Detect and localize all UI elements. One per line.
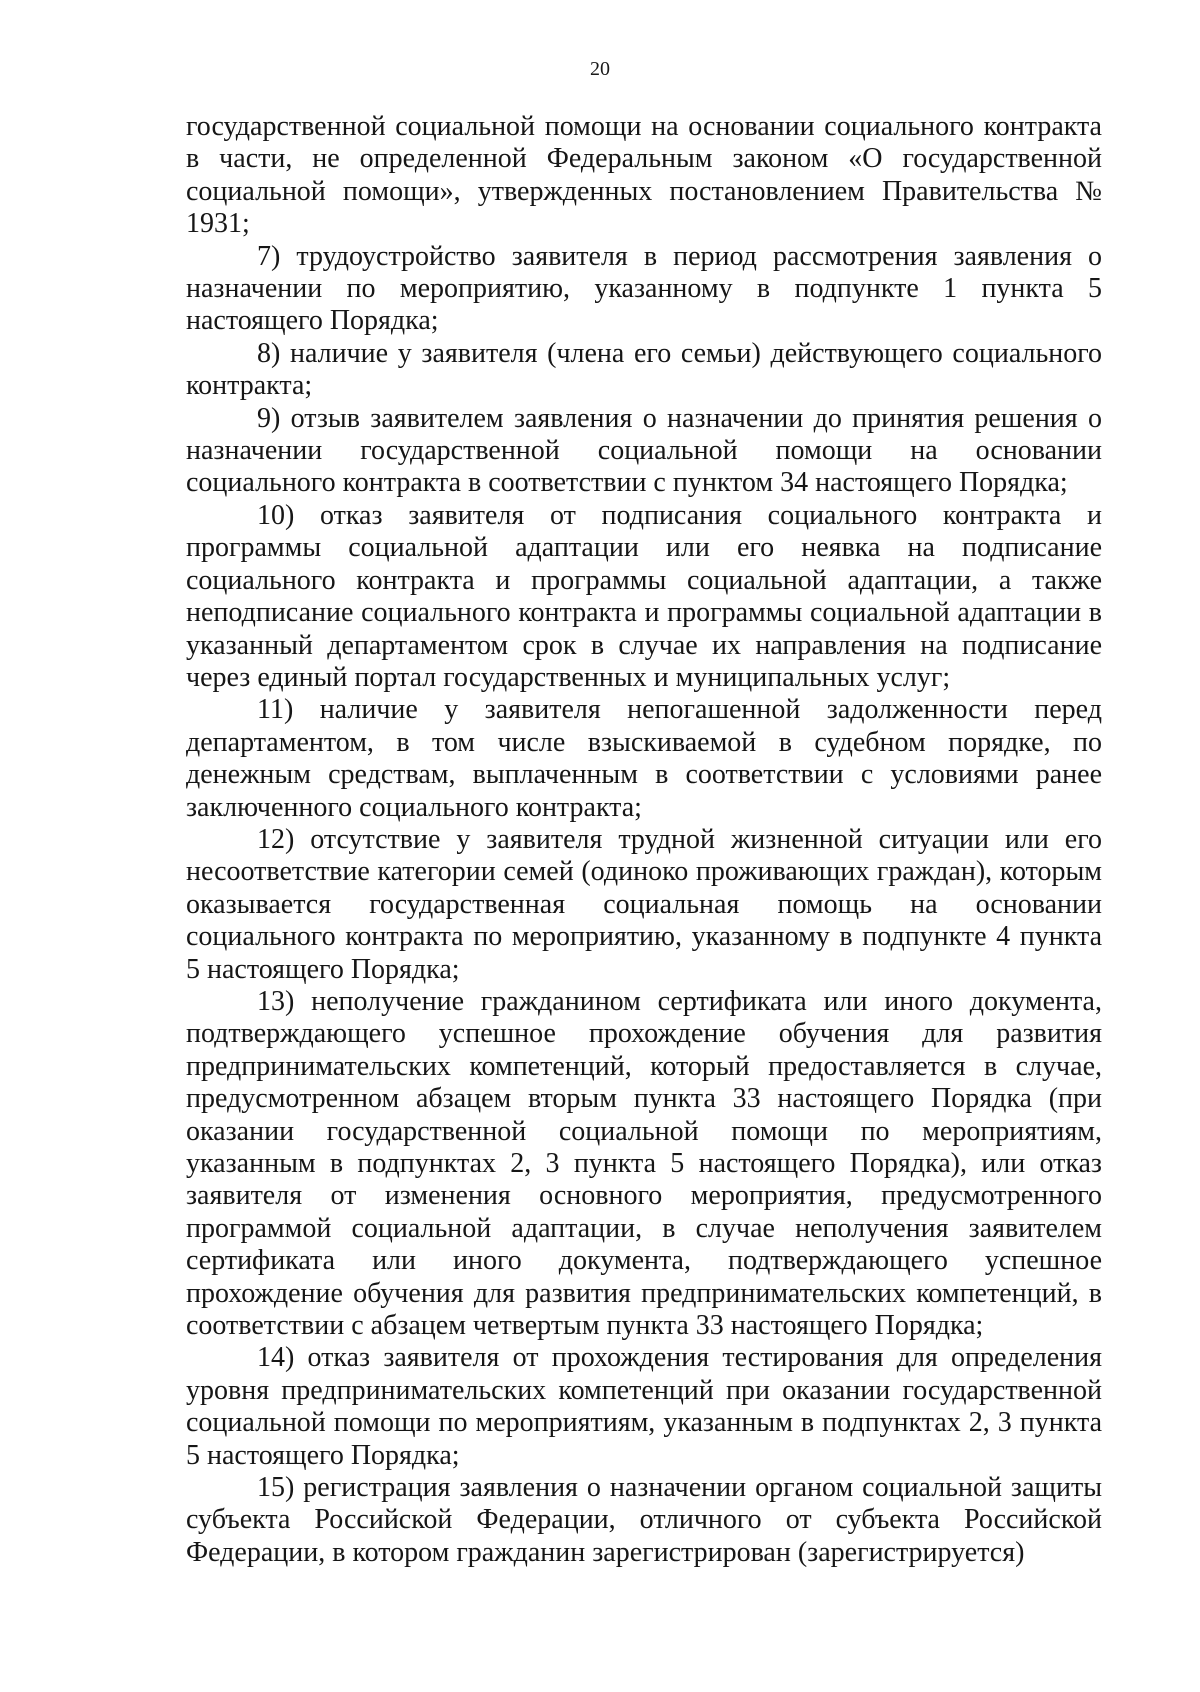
paragraph-item-9: 9) отзыв заявителем заявления о назначении до принятия решения о назначении государственной социальной помощи на основании социального контракта в соответствии с пунктом 34 настоящего Порядка; [186,402,1102,499]
document-body [186,111,1102,1569]
paragraph-item-10: 10) отказ заявителя от подписания социального контракта и программы социальной адаптации или его неявка на подписание социального контракта и программы социальной адаптации, а также неподписание социального контракта и программы социальной адаптации в указанный департаментом срок в случае их направления на подписание через единый портал государственных и муниципальных услуг; [186,499,1102,693]
paragraph-item-15: 15) регистрация заявления о назначении органом социальной защиты субъекта Российской Федерации, отличного от субъекта Российской Федерации, в котором гражданин зарегистрирован (зарегистрируется) [186,1472,1102,1568]
paragraph-item-14: 14) отказ заявителя от прохождения тестирования для определения уровня предпринимательских компетенций при оказании государственной социальной помощи по мероприятиям, указанным в подпунктах 2, 3 пункта 5 настоящего Порядка; [186,1342,1102,1471]
paragraph-item-11: 11) наличие у заявителя непогашенной задолженности перед департаментом, в том числе взыскиваемой в судебном порядке, по денежным средствам, выплаченным в соответствии с условиями ранее заключенного социального контракта; [186,694,1102,823]
paragraph-item-12: 12) отсутствие у заявителя трудной жизненной ситуации или его несоответствие категории семей (одиноко проживающих граждан), которым оказывается государственная социальная помощь на основании социального контракта по мероприятию, указанному в подпункте 4 пункта 5 настоящего Порядка; [186,823,1102,985]
paragraph-continuation: государственной социальной помощи на основании социального контракта в части, не определенной Федеральным законом «О государственной социальной помощи», утвержденных постановлением Правительства № 1931; [186,111,1102,240]
paragraph-item-7: 7) трудоустройство заявителя в период рассмотрения заявления о назначении по мероприятию, указанному в подпункте 1 пункта 5 настоящего Порядка; [186,240,1102,337]
paragraph-item-13: 13) неполучение гражданином сертификата или иного документа, подтверждающего успешное прохождение обучения для развития предпринимательских компетенций, который предоставляется в случае, предусмотренном абзацем вторым пункта 33 настоящего Порядка (при оказании государственной социальной помощи по мероприятиям, указанным в подпунктах 2, 3 пункта 5 настоящего Порядка), или отказ заявителя от изменения основного мероприятия, предусмотренного программой социальной адаптации, в случае неполучения заявителем сертификата или иного документа, подтверждающего успешное прохождение обучения для развития предпринимательских компетенций, в соответствии с абзацем четвертым пункта 33 настоящего Порядка; [186,985,1102,1342]
page-number: 20 [590,58,610,80]
paragraph-item-8: 8) наличие у заявителя (члена его семьи) действующего социального контракта; [186,337,1102,402]
